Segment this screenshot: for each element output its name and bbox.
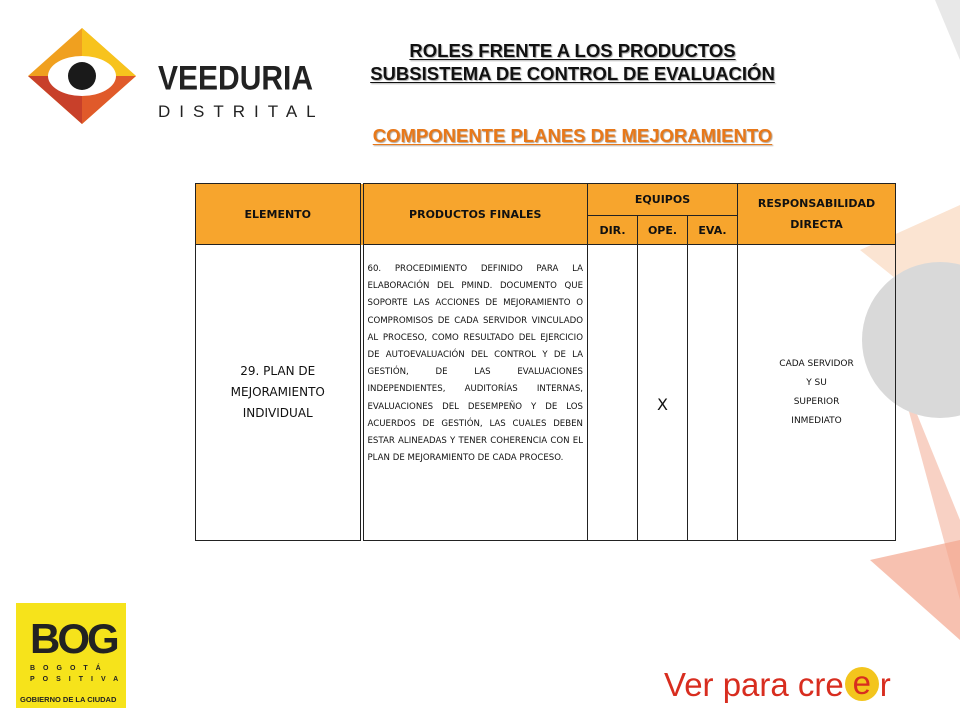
- header-eva: EVA.: [688, 216, 738, 245]
- bog-subtitle-line-1: BOGOTÁ: [30, 665, 109, 672]
- cell-responsabilidad: [738, 245, 896, 541]
- header-responsabilidad: [738, 184, 896, 245]
- cell-ope: [638, 245, 688, 541]
- bogota-positiva-logo: [16, 603, 126, 708]
- slogan-highlight-e: e: [845, 667, 879, 701]
- header-ope: OPE.: [638, 216, 688, 245]
- roles-table: [195, 183, 896, 541]
- cell-elemento: [196, 245, 362, 541]
- cell-producto-final: 60. PROCEDIMIENTO DEFINIDO PARA LA ELABORACIÓN DEL PMIND. DOCUMENTO QUE SOPORTE LAS ACCIONES DE MEJORAMIENTO O COMPROMISOS DE CADA SERVIDOR VINCULADO AL PROCESO, COMO RESULTADO DEL EJERCICIO DE AUTOEVALUACIÓN DEL CONTROL Y DE LA GESTIÓN, DE LAS EVALUACIONES INDEPENDIENTES, AUDITORÍAS INTERNAS, EVALUACIONES DEL DESEMPEÑO Y DE LOS ACUERDOS DE GESTIÓN, LAS CUALES DEBEN ESTAR ALINEADAS Y TENER COHERENCIA CON EL PLAN DE MEJORAMIENTO DE CADA PROCESO.: [362, 245, 588, 541]
- bog-government-label: GOBIERNO DE LA CIUDAD: [20, 695, 117, 704]
- bog-subtitle: [30, 663, 126, 685]
- header-equipos: EQUIPOS: [588, 184, 738, 216]
- slogan: [664, 666, 891, 704]
- header-responsabilidad-line-2: DIRECTA: [790, 218, 843, 231]
- ope-mark: X: [657, 395, 668, 414]
- header-elemento: ELEMENTO: [196, 184, 362, 245]
- bog-wordmark: BOG: [30, 615, 117, 662]
- page-title-line-1: ROLES FRENTE A LOS PRODUCTOS: [409, 40, 736, 61]
- page-title-line-2: SUBSISTEMA DE CONTROL DE EVALUACIÓN: [370, 63, 775, 84]
- responsable-line-4: INMEDIATO: [791, 415, 842, 426]
- elemento-line-2: MEJORAMIENTO: [230, 385, 325, 399]
- responsable-line-3: SUPERIOR: [793, 396, 840, 407]
- veeduria-emblem-icon: [22, 24, 152, 130]
- cell-dir: [588, 245, 638, 541]
- responsable-line-2: Y SU: [806, 377, 827, 388]
- bog-subtitle-line-2: POSITIVA: [30, 676, 127, 683]
- logo-subtitle: DISTRITAL: [158, 102, 325, 121]
- elemento-line-3: INDIVIDUAL: [242, 406, 313, 420]
- veeduria-logo: [22, 24, 325, 130]
- header-dir: DIR.: [588, 216, 638, 245]
- table-row: [196, 245, 896, 541]
- elemento-line-1: 29. PLAN DE: [240, 364, 316, 378]
- cell-eva: [688, 245, 738, 541]
- header-productos-finales: PRODUCTOS FINALES: [362, 184, 588, 245]
- component-title: COMPONENTE PLANES DE MEJORAMIENTO: [372, 125, 773, 146]
- slogan-part-2: r: [879, 666, 891, 703]
- responsable-line-1: CADA SERVIDOR: [779, 358, 854, 369]
- header-responsabilidad-line-1: RESPONSABILIDAD: [757, 197, 876, 210]
- logo-wordmark: VEEDURIA: [158, 59, 314, 98]
- slogan-part-1: Ver para cre: [664, 666, 844, 703]
